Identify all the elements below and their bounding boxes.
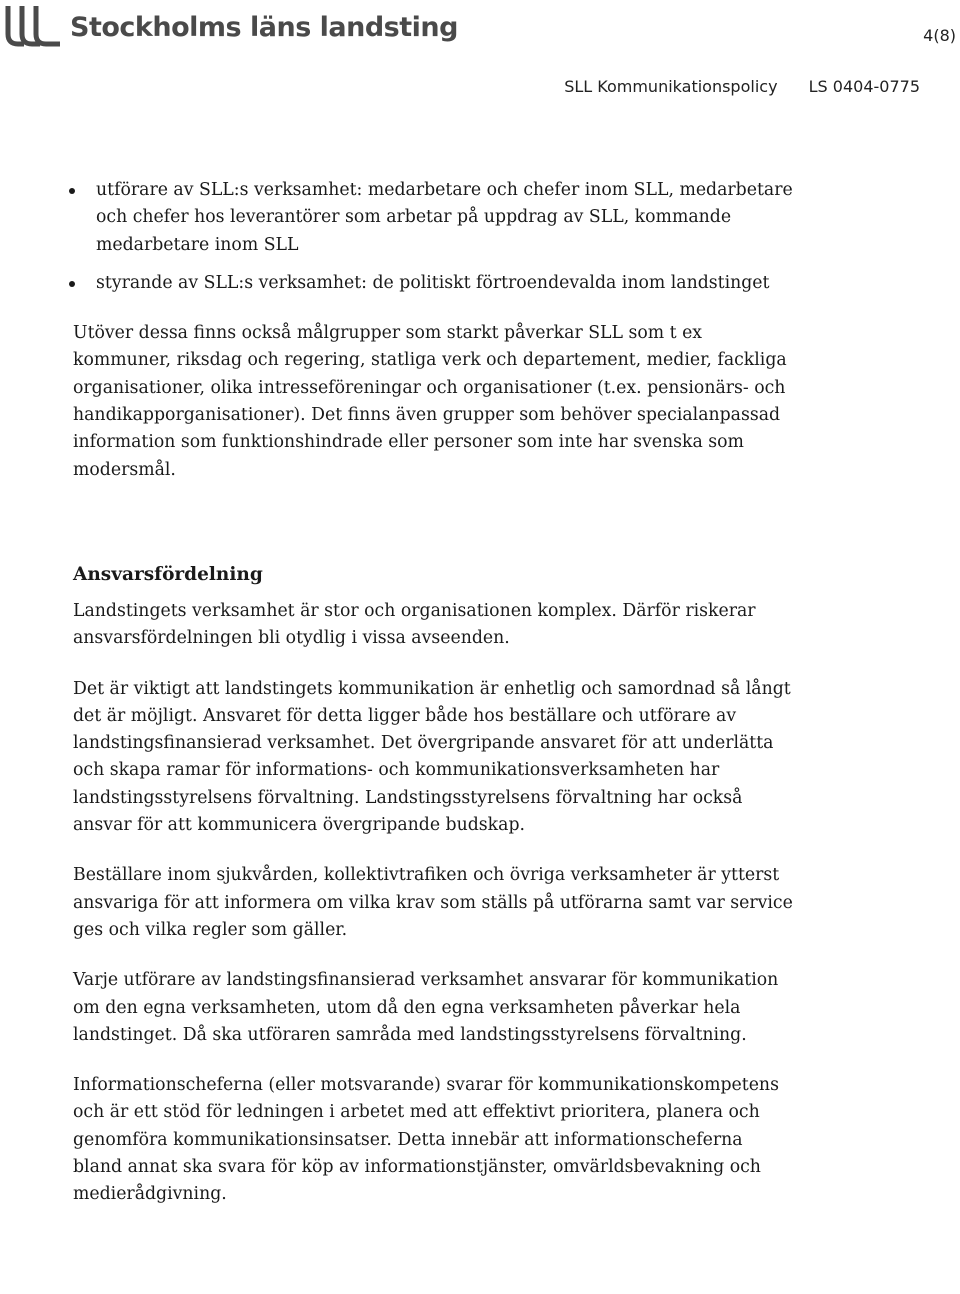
paragraph: Varje utförare av landstingsfinansierad verksamhet ansvarar för kommunikation om den egna verksamheten, utom då den egna verksamheten påverkar hela landstinget. Då ska utföraren samråda med landstingsstyrelsens förvaltning. <box>73 970 779 1045</box>
document-body <box>73 177 793 1232</box>
intro-paragraph: Utöver dessa finns också målgrupper som starkt påverkar SLL som t ex kommuner, riksdag och regering, statliga verk och departement, medier, fackliga organisationer, olika intresseföreningar och organisationer (t.ex. pensionärs- och handikapporganisationer). Det finns även grupper som behöver specialanpassad information som funktionshindrade eller personer som inte har svenska som modersmål. <box>73 323 787 480</box>
logo <box>2 4 458 50</box>
paragraph: Informationscheferna (eller motsvarande) svarar för kommunikationskompetens och är ett stöd för ledningen i arbetet med att effektivt prioritera, planera och genomföra kommunikationsinsatser. Detta innebär att informationscheferna bland annat ska svara för köp av informationstjänster, omvärldsbevakning och medierådgivning. <box>73 1075 779 1205</box>
section-heading: Ansvarsfördelning <box>73 563 263 585</box>
list-item: styrande av SLL:s verksamhet: de politiskt förtroendevalda inom landstinget <box>69 270 793 297</box>
page-number: 4(8) <box>923 26 956 45</box>
logo-text: Stockholms läns landsting <box>70 11 458 43</box>
document-title: SLL Kommunikationspolicy <box>564 77 778 96</box>
paragraph: Landstingets verksamhet är stor och organisationen komplex. Därför riskerar ansvarsfördelningen bli otydlig i vissa avseenden. <box>73 600 756 649</box>
list-item: utförare av SLL:s verksamhet: medarbetare och chefer inom SLL, medarbetare och chefer hos leverantörer som arbetar på uppdrag av SLL, kommande medarbetare inom SLL <box>69 177 793 259</box>
paragraph: Beställare inom sjukvården, kollektivtrafiken och övriga verksamheter är ytterst ansvariga för att informera om vilka krav som ställs på utförarna samt var service ges och vilka regler som gäller. <box>73 865 793 940</box>
target-group-list <box>69 177 793 297</box>
document-code: LS 0404-0775 <box>808 77 920 96</box>
sll-logo-icon <box>2 4 66 50</box>
document-reference <box>564 77 920 96</box>
paragraph: Det är viktigt att landstingets kommunikation är enhetlig och samordnad så långt det är möjligt. Ansvaret för detta ligger både hos beställare och utförare av landstingsfinansierad verksamhet. Det övergripande ansvaret för att underlätta och skapa ramar för informations- och kommunikationsverksamheten har landstingsstyrelsens förvaltning. Landstingsstyrelsens förvaltning har också ansvar för att kommunicera övergripande budskap. <box>73 678 791 836</box>
